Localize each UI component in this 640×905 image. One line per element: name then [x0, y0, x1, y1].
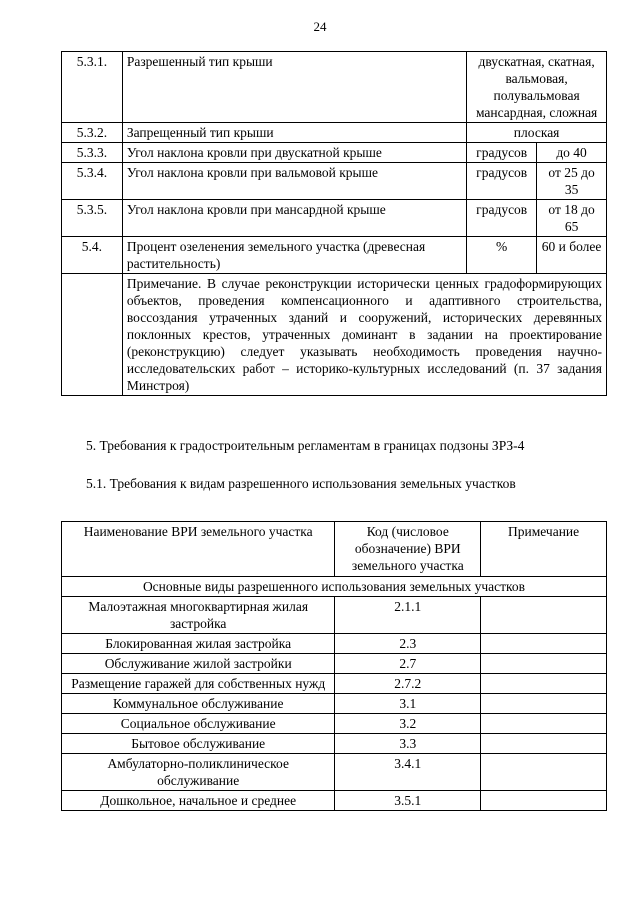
- row-name: Разрешенный тип крыши: [122, 52, 466, 123]
- table-row: [62, 674, 607, 694]
- empty-cell: [62, 274, 123, 396]
- vri-note: [481, 714, 607, 734]
- vri-name: Обслуживание жилой застройки: [62, 654, 335, 674]
- row-number: 5.3.4.: [62, 163, 123, 200]
- table-row: [62, 754, 607, 791]
- row-value: двускатная, скатная, вальмовая, полувальмовая мансардная, сложная: [467, 52, 607, 123]
- section-title: Основные виды разрешенного использования земельных участков: [62, 577, 607, 597]
- table-row: [62, 714, 607, 734]
- vri-note: [481, 634, 607, 654]
- vri-name: Социальное обслуживание: [62, 714, 335, 734]
- table-row: [62, 734, 607, 754]
- vri-name: Размещение гаражей для собственных нужд: [62, 674, 335, 694]
- row-unit: %: [467, 237, 537, 274]
- row-number: 5.3.3.: [62, 143, 123, 163]
- vri-note: [481, 597, 607, 634]
- page-number: 24: [313, 19, 327, 34]
- vri-code: 3.4.1: [335, 754, 481, 791]
- table-row: [62, 143, 607, 163]
- section-5-heading: [80, 437, 586, 455]
- row-number: 5.3.5.: [62, 200, 123, 237]
- vri-name: Блокированная жилая застройка: [62, 634, 335, 654]
- table-row: [62, 123, 607, 143]
- vri-code: 2.3: [335, 634, 481, 654]
- table-row: [62, 237, 607, 274]
- row-unit: градусов: [467, 200, 537, 237]
- vri-code: 2.7: [335, 654, 481, 674]
- vri-name: Амбулаторно-поликлиническое обслуживание: [62, 754, 335, 791]
- row-unit: градусов: [467, 163, 537, 200]
- vri-name: Бытовое обслуживание: [62, 734, 335, 754]
- row-name: Процент озеленения земельного участка (древесная растительность): [122, 237, 466, 274]
- header-code: Код (числовое обозначение) ВРИ земельного участка: [335, 522, 481, 577]
- table-row: [62, 200, 607, 237]
- vri-code: 3.5.1: [335, 791, 481, 811]
- roof-requirements-table: [61, 51, 607, 396]
- vri-code: 3.2: [335, 714, 481, 734]
- section-row: [62, 577, 607, 597]
- row-value: плоская: [467, 123, 607, 143]
- vri-note: [481, 791, 607, 811]
- row-name: Угол наклона кровли при мансардной крыше: [122, 200, 466, 237]
- row-name: Угол наклона кровли при двускатной крыше: [122, 143, 466, 163]
- row-unit: градусов: [467, 143, 537, 163]
- permitted-use-table: [61, 521, 607, 811]
- vri-note: [481, 674, 607, 694]
- row-value: от 18 до 65: [537, 200, 607, 237]
- vri-name: Коммунальное обслуживание: [62, 694, 335, 714]
- table-row: [62, 634, 607, 654]
- vri-code: 2.1.1: [335, 597, 481, 634]
- vri-note: [481, 754, 607, 791]
- row-value: 60 и более: [537, 237, 607, 274]
- row-number: 5.3.1.: [62, 52, 123, 123]
- row-value: до 40: [537, 143, 607, 163]
- vri-code: 3.1: [335, 694, 481, 714]
- vri-note: [481, 694, 607, 714]
- section-5-1-heading: [80, 475, 586, 493]
- vri-code: 2.7.2: [335, 674, 481, 694]
- row-name: Угол наклона кровли при вальмовой крыше: [122, 163, 466, 200]
- table-row: [62, 597, 607, 634]
- table-row: [62, 654, 607, 674]
- section-5-text: 5. Требования к градостроительным регламентам в границах подзоны ЗРЗ-4: [86, 438, 525, 453]
- vri-note: [481, 654, 607, 674]
- table-row: [62, 274, 607, 396]
- table-row: [62, 52, 607, 123]
- table-row: [62, 163, 607, 200]
- table-row: [62, 694, 607, 714]
- row-number: 5.4.: [62, 237, 123, 274]
- vri-code: 3.3: [335, 734, 481, 754]
- section-5-1-text: 5.1. Требования к видам разрешенного использования земельных участков: [86, 476, 516, 491]
- table-header-row: [62, 522, 607, 577]
- vri-note: [481, 734, 607, 754]
- header-note: Примечание: [481, 522, 607, 577]
- row-name: Запрещенный тип крыши: [122, 123, 466, 143]
- row-value: от 25 до 35: [537, 163, 607, 200]
- note-text: Примечание. В случае реконструкции исторически ценных градоформирующих объектов, проведения компенсационного и адаптивного строительства, воссоздания утраченных зданий и сооружений, исторических деревянных поклонных крестов, утраченных доминант в задании на проектирование (реконструкцию) следует указывать необходимость проведения научно-исследовательских работ – историко-культурных исследований (п. 37 задания Минстроя): [122, 274, 606, 396]
- vri-name: Малоэтажная многоквартирная жилая застройка: [62, 597, 335, 634]
- row-number: 5.3.2.: [62, 123, 123, 143]
- header-name: Наименование ВРИ земельного участка: [62, 522, 335, 577]
- vri-name: Дошкольное, начальное и среднее: [62, 791, 335, 811]
- table-row: [62, 791, 607, 811]
